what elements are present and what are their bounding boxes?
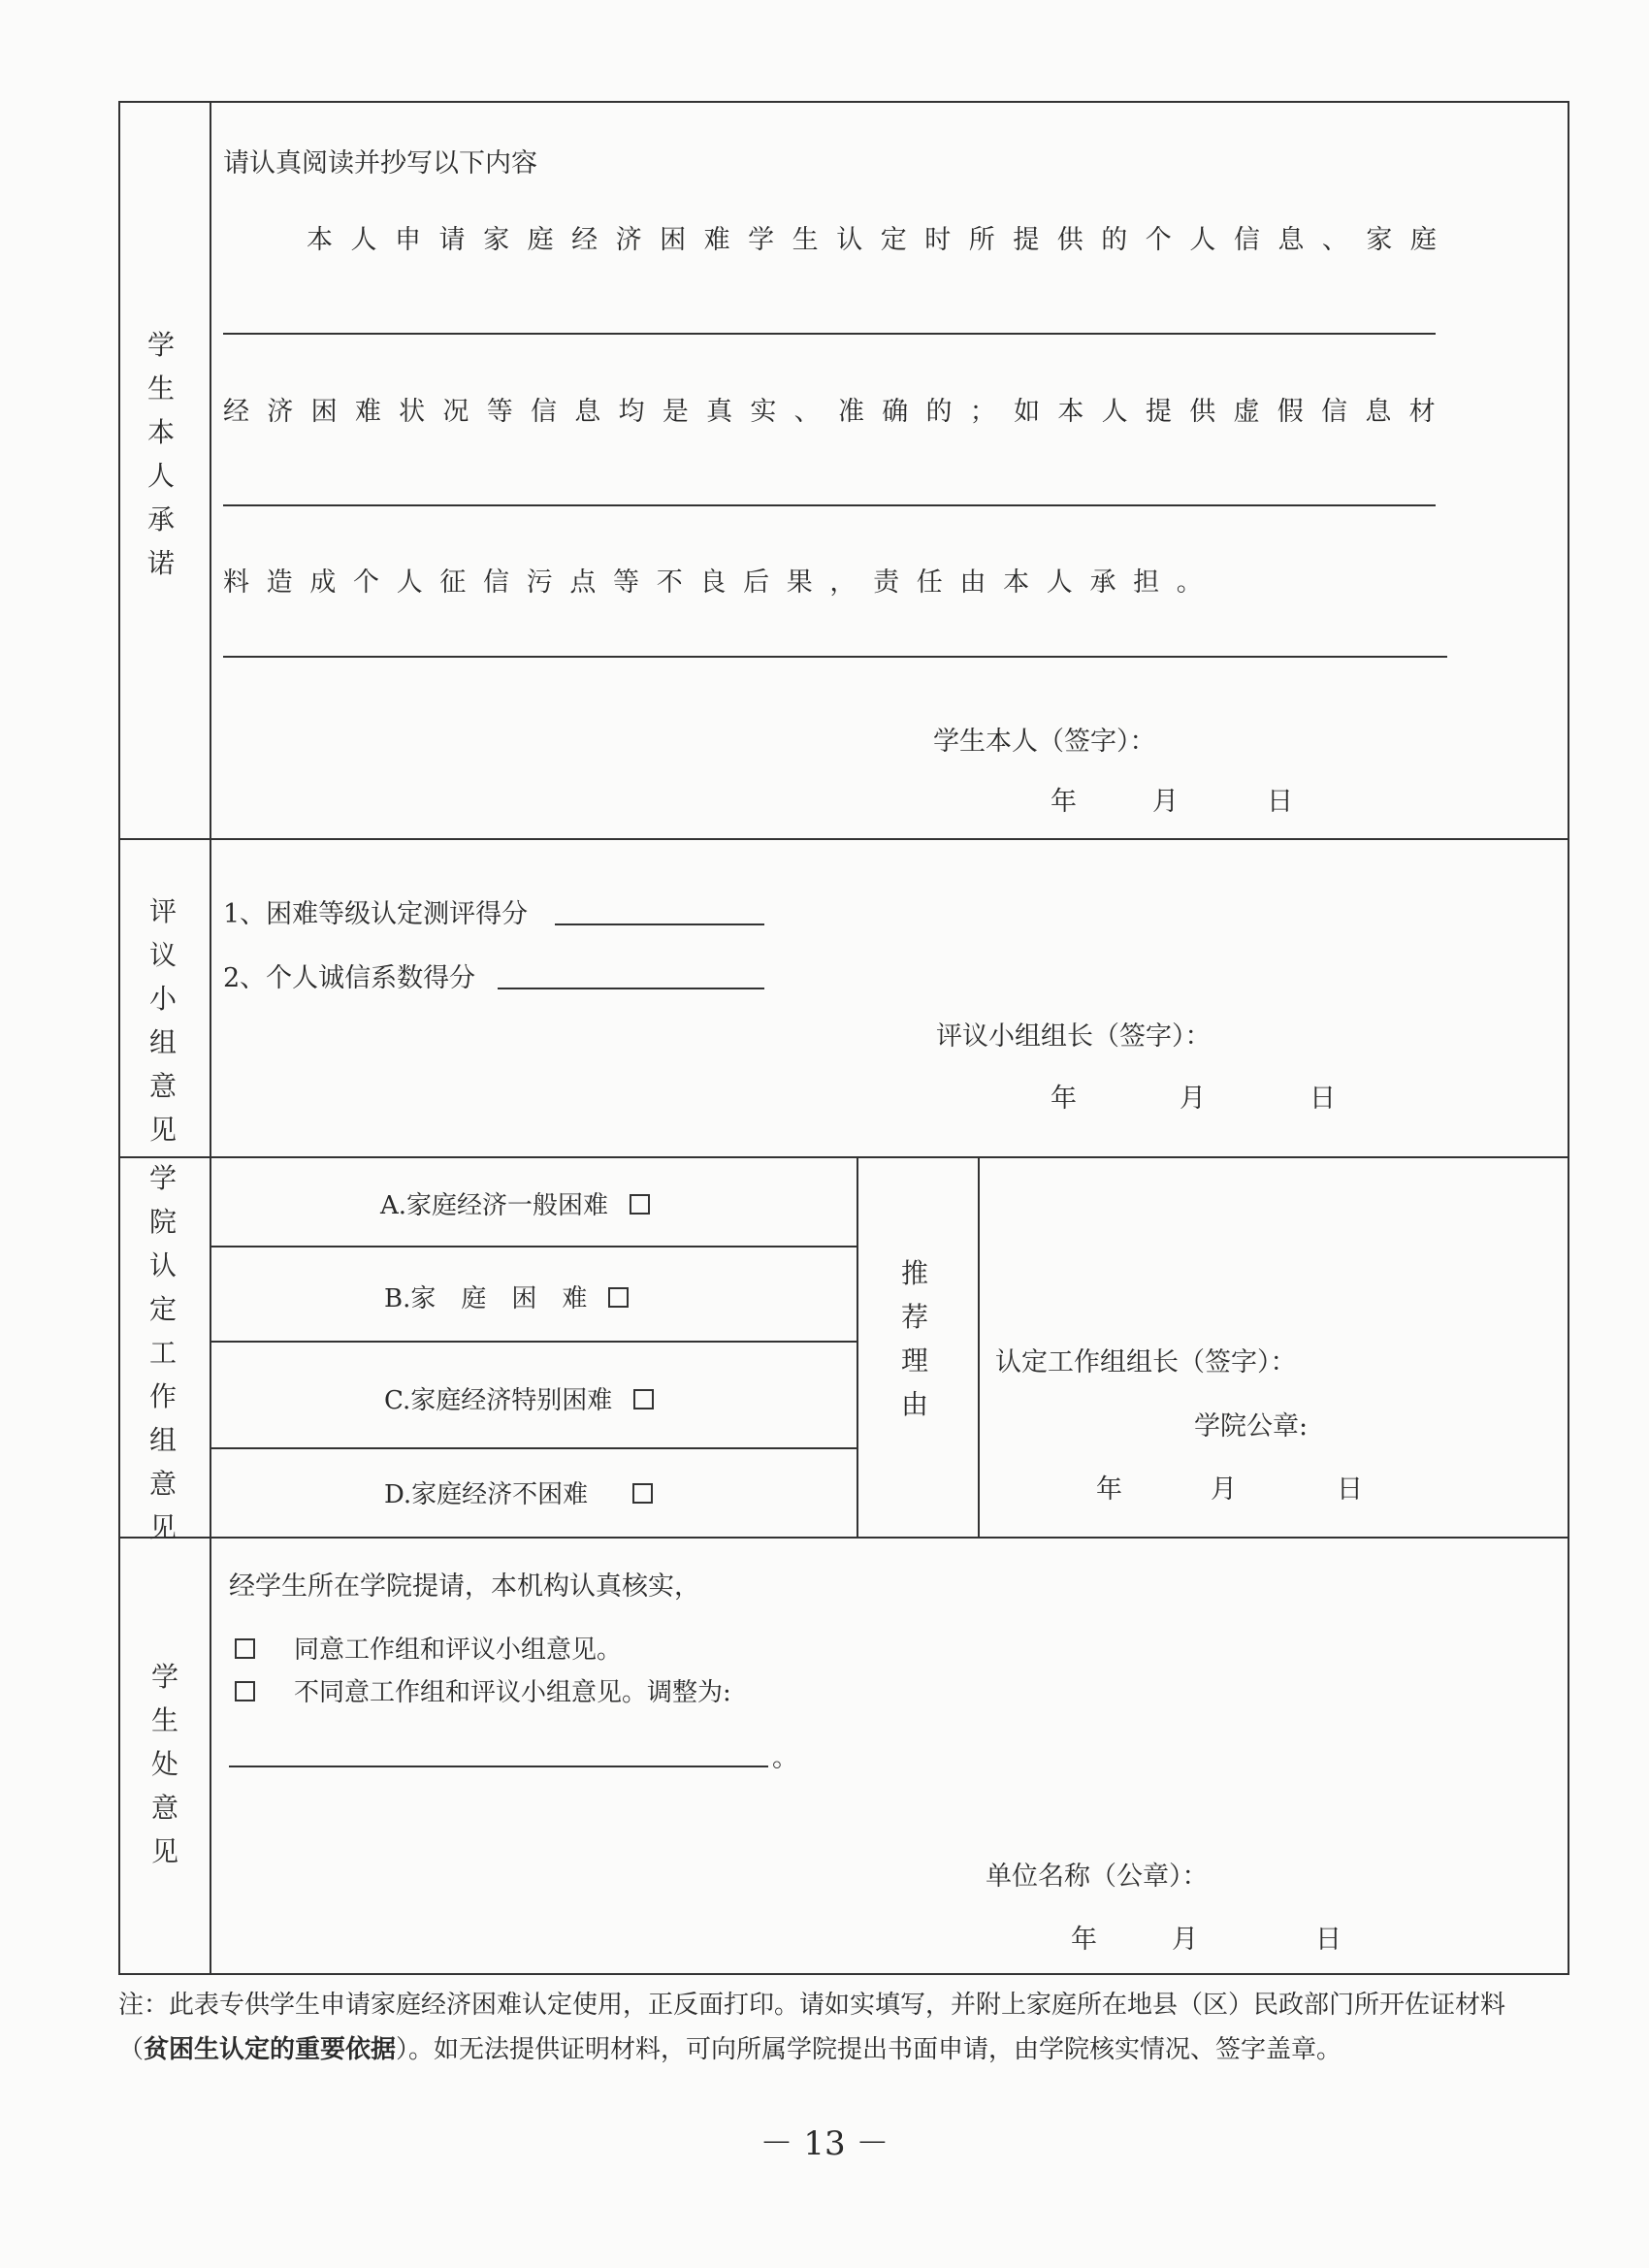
footer-note — [118, 1983, 1544, 2072]
pledge-date-year: 年 — [1051, 787, 1077, 817]
section-divider-2 — [118, 1156, 1569, 1158]
agree-checkbox[interactable] — [235, 1638, 255, 1659]
college-date-month: 月 — [1211, 1474, 1237, 1505]
section-divider-1 — [118, 838, 1569, 840]
college-option-b[interactable] — [384, 1279, 629, 1314]
office-date-day: 日 — [1315, 1925, 1342, 1955]
pledge-instruction: 请认真阅读并抄写以下内容 — [223, 148, 537, 178]
section-divider-3 — [118, 1537, 1569, 1539]
disagree-checkbox[interactable] — [235, 1681, 255, 1701]
option-d-label: D.家庭经济不困难 — [384, 1480, 589, 1509]
college-option-d[interactable] — [384, 1474, 653, 1510]
college-option-c[interactable] — [384, 1380, 654, 1416]
office-side-label: 学 生 处 意 见 — [150, 1661, 178, 1867]
office-date-month: 月 — [1172, 1925, 1198, 1955]
panel-side-label: 评 议 小 组 意 见 — [148, 895, 177, 1146]
pledge-underline-3[interactable] — [223, 656, 1447, 658]
page-number: － 13 － — [760, 2124, 889, 2163]
panel-score-field-2[interactable] — [498, 988, 764, 989]
college-side-label: 学 院 认 定 工 作 组 意 见 — [148, 1162, 177, 1543]
panel-date-day: 日 — [1310, 1084, 1336, 1114]
pledge-date-day: 日 — [1267, 787, 1293, 817]
adjustment-field[interactable] — [229, 1766, 768, 1767]
option-a-checkbox[interactable] — [630, 1194, 650, 1215]
option-divider-3 — [210, 1447, 857, 1449]
note-bold: 贫困生认定的重要依据 — [144, 2035, 397, 2064]
option-c-checkbox[interactable] — [633, 1389, 654, 1409]
option-b-label: B.家 庭 困 难 — [384, 1284, 588, 1313]
office-disagree-option[interactable] — [235, 1672, 731, 1708]
option-a-label: A.家庭经济一般困难 — [380, 1191, 609, 1220]
office-date-year: 年 — [1071, 1925, 1097, 1955]
panel-signature-label: 评议小组组长（签字）： — [936, 1021, 1212, 1052]
adjustment-period: 。 — [772, 1743, 798, 1773]
pledge-line-2: 经 济 困 难 状 况 等 信 息 均 是 真 实 、 准 确 的 ； 如 本 人 提 供 虚 假 信 息 材 — [223, 397, 1436, 427]
panel-score-field-1[interactable] — [555, 923, 764, 925]
agree-label: 同意工作组和评议小组意见。 — [294, 1636, 623, 1665]
college-option-a[interactable] — [380, 1185, 650, 1221]
college-signature-label: 认定工作组组长（签字）： — [995, 1347, 1297, 1377]
college-divider-options — [857, 1156, 858, 1537]
note-part-2: ）。如无法提供证明材料，可向所属学院提出书面申请，由学院核实情况、签字盖章。 — [396, 2035, 1342, 2064]
panel-item-2: 2、个人诚信系数得分 — [223, 963, 476, 993]
panel-date-year: 年 — [1051, 1084, 1077, 1114]
reason-label: 推 荐 理 由 — [900, 1257, 928, 1420]
option-b-checkbox[interactable] — [608, 1287, 629, 1308]
label-column-divider — [210, 101, 211, 1975]
note-part-1: 注：此表专供学生申请家庭经济困难认定使用，正反面打印。请如实填写，并附上家庭所在地县（区）民政部门所开佐证材料（ — [118, 1991, 1506, 2064]
option-d-checkbox[interactable] — [632, 1483, 653, 1504]
office-agree-option[interactable] — [235, 1630, 622, 1666]
option-c-label: C.家庭经济特别困难 — [384, 1386, 613, 1415]
pledge-signature-label: 学生本人（签字）： — [933, 727, 1156, 757]
panel-date-month: 月 — [1180, 1084, 1206, 1114]
college-seal-label: 学院公章: — [1194, 1411, 1309, 1442]
pledge-underline-1[interactable] — [223, 333, 1436, 335]
pledge-underline-2[interactable] — [223, 504, 1436, 506]
pledge-line-1: 本 人 申 请 家 庭 经 济 困 难 学 生 认 定 时 所 提 供 的 个 人 信 息 、 家 庭 — [307, 225, 1437, 255]
college-date-day: 日 — [1337, 1474, 1363, 1505]
office-intro: 经学生所在学院提请，本机构认真核实， — [229, 1571, 700, 1602]
pledge-line-3: 料 造 成 个 人 征 信 污 点 等 不 良 后 果 ， 责 任 由 本 人 承 担 。 — [223, 567, 1203, 598]
disagree-label: 不同意工作组和评议小组意见。调整为: — [294, 1678, 731, 1707]
option-divider-1 — [210, 1246, 857, 1247]
office-seal-label: 单位名称（公章）： — [986, 1862, 1209, 1892]
panel-item-1: 1、困难等级认定测评得分 — [223, 899, 529, 929]
pledge-side-label: 学 生 本 人 承 诺 — [146, 329, 175, 579]
pledge-date-month: 月 — [1152, 787, 1179, 817]
college-divider-reason — [978, 1156, 980, 1537]
college-date-year: 年 — [1096, 1474, 1122, 1505]
option-divider-2 — [210, 1341, 857, 1343]
